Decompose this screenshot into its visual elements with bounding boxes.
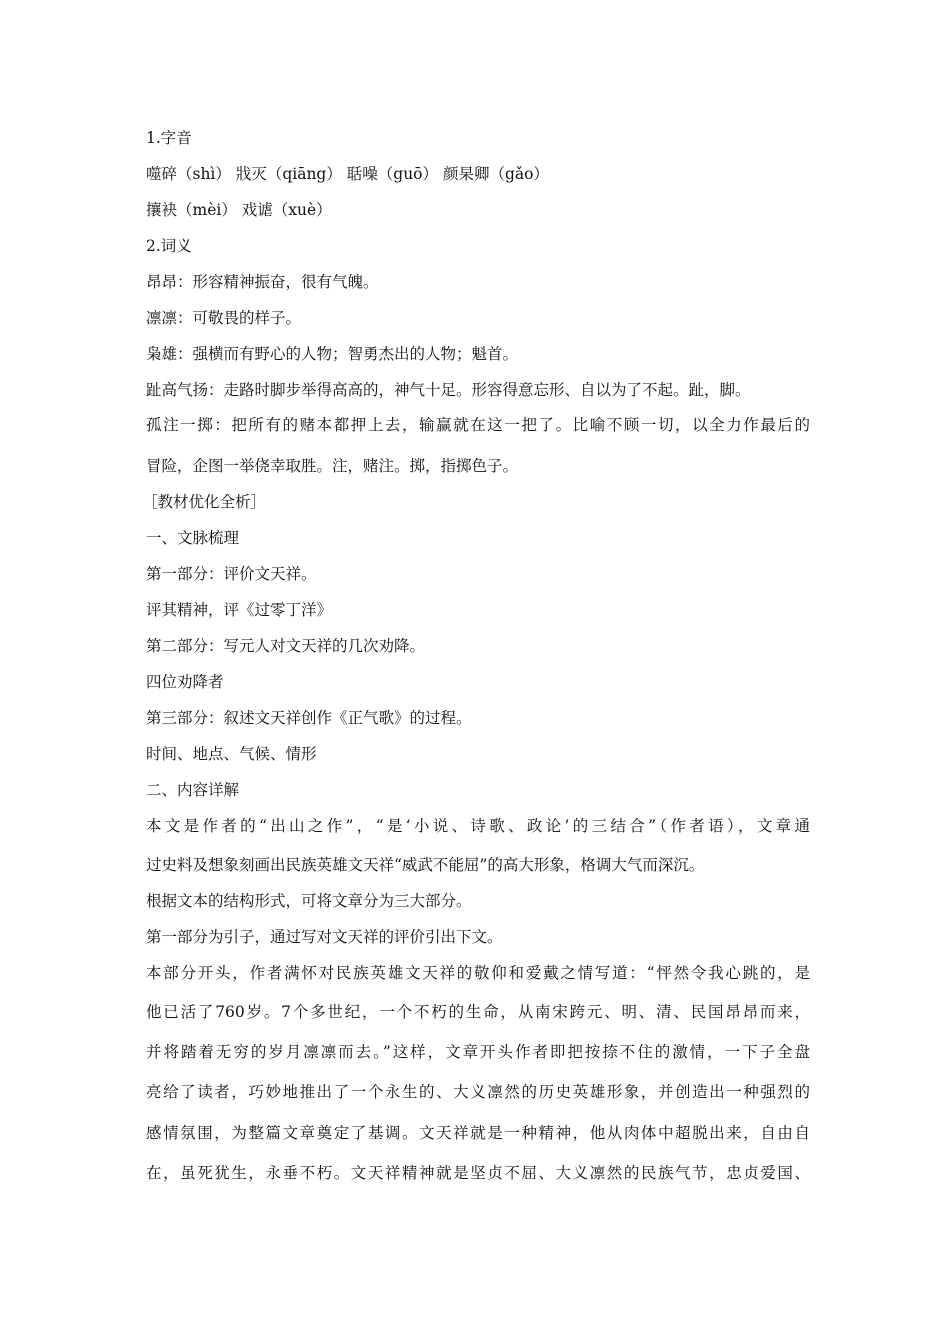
- vocabulary-line: 枭雄：强横而有野心的人物；智勇杰出的人物；魁首。: [146, 345, 519, 363]
- vocabulary-line: 冒险，企图一举侥幸取胜。注，赌注。掷，指掷色子。: [146, 457, 519, 475]
- section-heading-analysis: ［教材优化全析］: [142, 493, 267, 511]
- pronunciation-line: 攘袂（mèi） 戏谑（xuè）: [146, 201, 332, 219]
- vocabulary-line: 凛凛：可敬畏的样子。: [146, 309, 302, 327]
- section-heading-pronunciation: 1.字音: [146, 129, 192, 147]
- vocabulary-line: 趾高气扬：走路时脚步举得高高的，神气十足。形容得意忘形、自以为了不起。趾，脚。: [146, 381, 751, 399]
- pronunciation-line: 噬碎（shì） 戕灭（qiāng） 聒噪（guō） 颜杲卿（gǎo）: [146, 165, 549, 183]
- paragraph-line: 过史料及想象刻画出民族英雄文天祥“威武不能屈”的高大形象，格调大气而深沉。: [146, 856, 705, 874]
- paragraph-line: 感情氛围，为整篇文章奠定了基调。文天祥就是一种精神，他从肉体中超脱出来，自由自: [146, 1124, 810, 1142]
- structure-line: 四位劝降者: [146, 673, 224, 691]
- structure-line: 时间、地点、气候、情形: [146, 745, 317, 763]
- paragraph-line: 第一部分为引子，通过写对文天祥的评价引出下文。: [146, 928, 503, 946]
- section-heading-content: 二、内容详解: [146, 781, 240, 799]
- vocabulary-line: 昂昂：形容精神振奋，很有气魄。: [146, 273, 379, 291]
- paragraph-line: 并将踏着无穷的岁月凛凛而去。”这样，文章开头作者即把按捺不住的激情，一下子全盘: [146, 1043, 810, 1061]
- structure-line: 第三部分：叙述文天祥创作《正气歌》的过程。: [146, 709, 472, 727]
- paragraph-line: 本文是作者的“出山之作”，“是‘小说、诗歌、政论’的三结合”（作者语），文章通: [146, 817, 810, 835]
- vocabulary-line: 孤注一掷：把所有的赌本都押上去，输赢就在这一把了。比喻不顾一切，以全力作最后的: [146, 416, 810, 434]
- section-heading-structure: 一、文脉梳理: [146, 529, 240, 547]
- structure-line: 第二部分：写元人对文天祥的几次劝降。: [146, 637, 426, 655]
- paragraph-line: 根据文本的结构形式，可将文章分为三大部分。: [146, 892, 472, 910]
- paragraph-line: 他已活了760岁。7个多世纪，一个不朽的生命，从南宋跨元、明、清、民国昂昂而来，: [146, 1003, 810, 1021]
- structure-line: 评其精神，评《过零丁洋》: [146, 601, 333, 619]
- paragraph-line: 亮给了读者，巧妙地推出了一个永生的、大义凛然的历史英雄形象，并创造出一种强烈的: [146, 1083, 810, 1101]
- structure-line: 第一部分：评价文天祥。: [146, 565, 317, 583]
- paragraph-line: 本部分开头，作者满怀对民族英雄文天祥的敬仰和爱戴之情写道：“怦然令我心跳的，是: [146, 964, 810, 982]
- section-heading-vocabulary: 2.词义: [146, 237, 192, 255]
- paragraph-line: 在，虽死犹生，永垂不朽。文天祥精神就是坚贞不屈、大义凛然的民族气节，忠贞爱国、: [146, 1164, 810, 1182]
